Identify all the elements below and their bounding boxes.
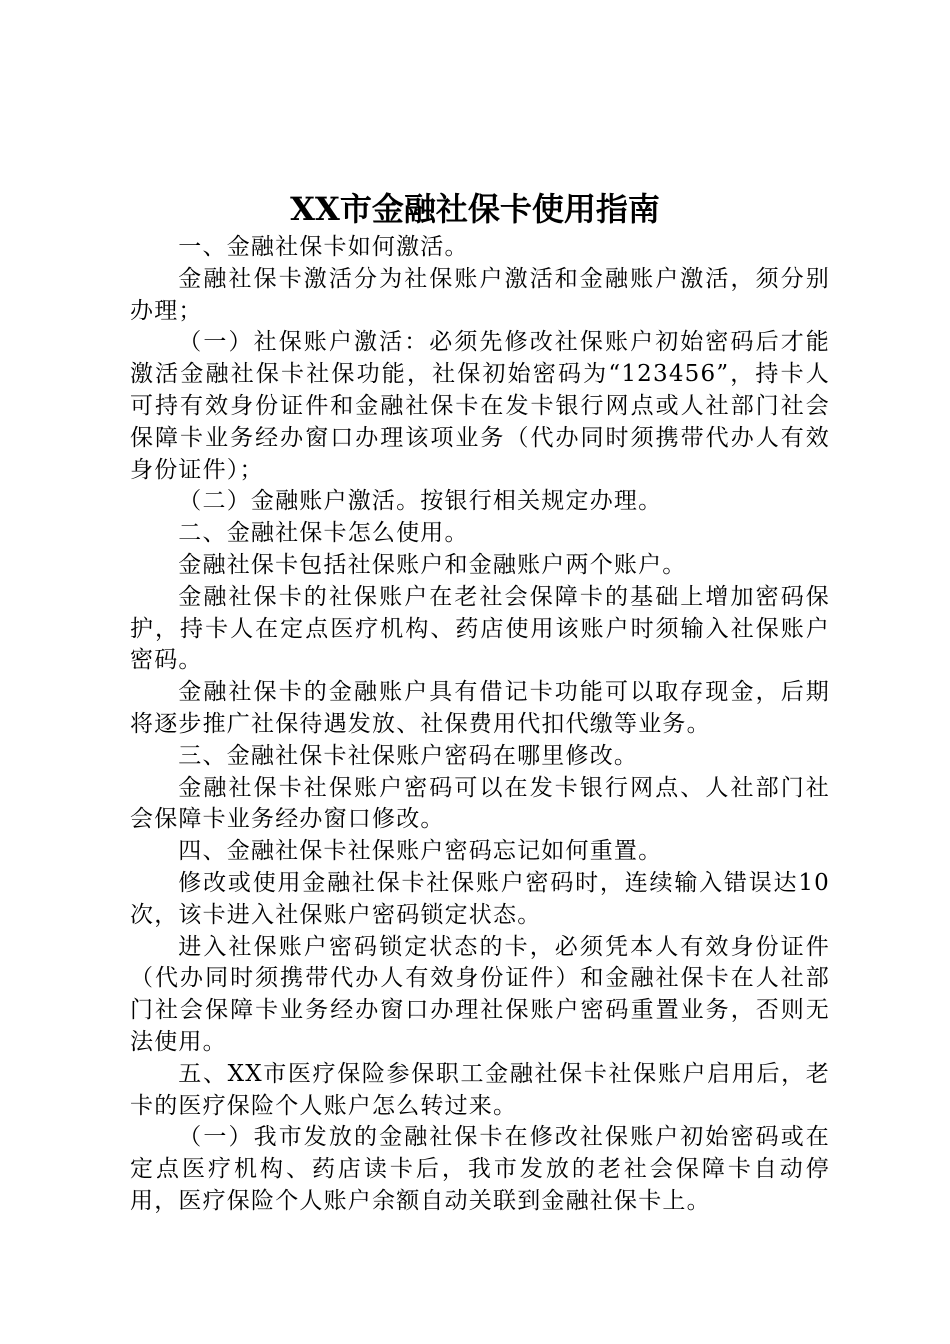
document-body xyxy=(130,232,830,1218)
paragraph: （二）金融账户激活。按银行相关规定办理。 xyxy=(178,488,663,515)
paragraph: （一）我市发放的金融社保卡在修改社保账户初始密码或在定点医疗机构、药店读卡后，我市发放的老社会保障卡自动停用，医疗保险个人账户余额自动关联到金融社保卡上。 xyxy=(130,1124,830,1214)
section-heading-account-transfer: 五、XX市医疗保险参保职工金融社保卡社保账户启用后，老卡的医疗保险个人账户怎么转过来。 xyxy=(130,1060,830,1119)
section-heading-activation: 一、金融社保卡如何激活。 xyxy=(178,234,469,260)
section-heading-password-reset: 四、金融社保卡社保账户密码忘记如何重置。 xyxy=(178,838,663,865)
paragraph: 金融社保卡社保账户密码可以在发卡银行网点、人社部门社会保障卡业务经办窗口修改。 xyxy=(130,774,830,833)
paragraph: （一）社保账户激活：必须先修改社保账户初始密码后才能激活金融社保卡社保功能，社保初始密码为“123456”，持卡人可持有效身份证件和金融社保卡在发卡银行网点或人社部门社会保障卡业务经办窗口办理该项业务（代办同时须携带代办人有效身份证件）； xyxy=(130,329,830,483)
document-title: XX市金融社保卡使用指南 xyxy=(290,190,660,228)
paragraph: 金融社保卡激活分为社保账户激活和金融账户激活，须分别办理； xyxy=(130,265,830,324)
paragraph: 金融社保卡包括社保账户和金融账户两个账户。 xyxy=(178,551,687,578)
paragraph: 修改或使用金融社保卡社保账户密码时，连续输入错误达10次，该卡进入社保账户密码锁定状态。 xyxy=(130,869,830,928)
paragraph: 金融社保卡的社保账户在老社会保障卡的基础上增加密码保护，持卡人在定点医疗机构、药店使用该账户时须输入社保账户密码。 xyxy=(130,583,830,674)
paragraph: 进入社保账户密码锁定状态的卡，必须凭本人有效身份证件（代办同时须携带代办人有效身份证件）和金融社保卡在人社部门社会保障卡业务经办窗口办理社保账户密码重置业务，否则无法使用。 xyxy=(130,933,830,1055)
section-heading-usage: 二、金融社保卡怎么使用。 xyxy=(178,520,469,547)
paragraph: 金融社保卡的金融账户具有借记卡功能可以取存现金，后期将逐步推广社保待遇发放、社保费用代扣代缴等业务。 xyxy=(130,679,830,737)
section-heading-password-change: 三、金融社保卡社保账户密码在哪里修改。 xyxy=(178,742,639,769)
